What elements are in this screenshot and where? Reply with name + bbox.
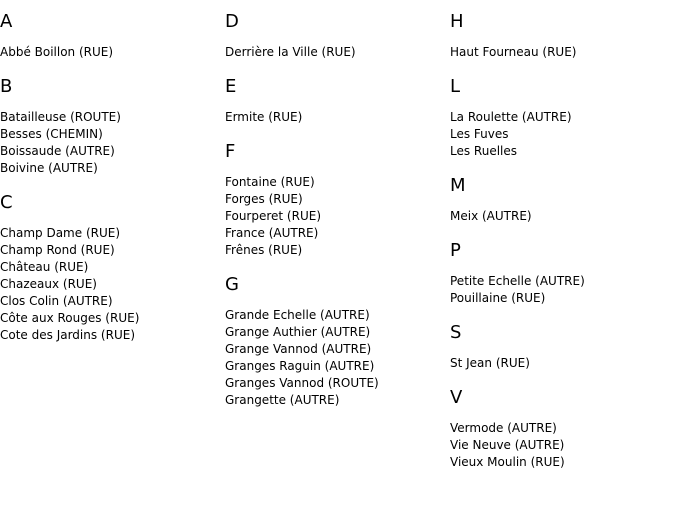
- street-item[interactable]: Les Ruelles: [450, 144, 518, 158]
- street-list: [450, 273, 670, 307]
- street-list: [225, 174, 445, 259]
- street-item[interactable]: Batailleuse (ROUTE): [0, 110, 121, 124]
- street-list: [0, 109, 220, 177]
- street-list: [450, 420, 670, 471]
- letter-heading: F: [225, 141, 236, 162]
- street-item[interactable]: Vieux Moulin (RUE): [450, 455, 565, 469]
- street-item[interactable]: Derrière la Ville (RUE): [225, 45, 356, 59]
- street-item[interactable]: Pouillaine (RUE): [450, 291, 546, 305]
- street-item[interactable]: Grangette (AUTRE): [225, 393, 340, 407]
- letter-group-s: [450, 323, 670, 372]
- street-item[interactable]: Cote des Jardins (RUE): [0, 328, 135, 342]
- letter-heading: C: [0, 192, 13, 213]
- street-item[interactable]: Côte aux Rouges (RUE): [0, 311, 140, 325]
- street-item[interactable]: Champ Dame (RUE): [0, 226, 121, 240]
- street-item[interactable]: St Jean (RUE): [450, 356, 530, 370]
- street-item[interactable]: Boivine (AUTRE): [0, 161, 98, 175]
- street-list: [450, 208, 670, 225]
- street-list: [450, 44, 670, 61]
- letter-heading: L: [450, 76, 461, 97]
- street-item[interactable]: Meix (AUTRE): [450, 209, 532, 223]
- street-item[interactable]: Boissaude (AUTRE): [0, 144, 115, 158]
- street-item[interactable]: Ermite (RUE): [225, 110, 303, 124]
- street-item[interactable]: Grange Vannod (AUTRE): [225, 342, 372, 356]
- street-list: [0, 44, 220, 61]
- letter-heading: S: [450, 322, 462, 343]
- letter-group-b: [0, 77, 220, 177]
- letter-heading: D: [225, 11, 239, 32]
- letter-heading: V: [450, 387, 463, 408]
- letter-group-a: [0, 12, 220, 61]
- letter-group-m: [450, 176, 670, 225]
- letter-group-h: [450, 12, 670, 61]
- street-item[interactable]: Fontaine (RUE): [225, 175, 315, 189]
- letter-group-e: [225, 77, 445, 126]
- letter-heading: A: [0, 11, 13, 32]
- street-column-3: [450, 12, 670, 487]
- street-item[interactable]: Frênes (RUE): [225, 243, 303, 257]
- letter-heading: B: [0, 76, 13, 97]
- street-column-2: [225, 12, 445, 425]
- street-list: [225, 307, 445, 409]
- street-item[interactable]: Haut Fourneau (RUE): [450, 45, 577, 59]
- letter-group-d: [225, 12, 445, 61]
- street-item[interactable]: Grange Authier (AUTRE): [225, 325, 371, 339]
- letter-group-c: [0, 193, 220, 344]
- street-item[interactable]: Les Fuves: [450, 127, 509, 141]
- letter-heading: P: [450, 240, 461, 261]
- street-item[interactable]: Granges Raguin (AUTRE): [225, 359, 375, 373]
- letter-heading: H: [450, 11, 464, 32]
- street-item[interactable]: Besses (CHEMIN): [0, 127, 103, 141]
- street-item[interactable]: Vermode (AUTRE): [450, 421, 557, 435]
- street-list: [0, 225, 220, 344]
- letter-group-p: [450, 241, 670, 307]
- letter-group-f: [225, 142, 445, 259]
- street-item[interactable]: Clos Colin (AUTRE): [0, 294, 113, 308]
- street-list: [450, 355, 670, 372]
- letter-heading: G: [225, 274, 239, 295]
- street-list: [450, 109, 670, 160]
- street-list: [225, 109, 445, 126]
- street-item[interactable]: Granges Vannod (ROUTE): [225, 376, 379, 390]
- street-item[interactable]: Champ Rond (RUE): [0, 243, 115, 257]
- street-item[interactable]: Fourperet (RUE): [225, 209, 321, 223]
- letter-group-l: [450, 77, 670, 160]
- street-item[interactable]: Chazeaux (RUE): [0, 277, 97, 291]
- letter-heading: M: [450, 175, 466, 196]
- street-item[interactable]: Forges (RUE): [225, 192, 303, 206]
- street-column-1: [0, 12, 220, 360]
- street-list: [225, 44, 445, 61]
- street-item[interactable]: Abbé Boillon (RUE): [0, 45, 114, 59]
- street-item[interactable]: Grande Echelle (AUTRE): [225, 308, 370, 322]
- street-item[interactable]: Château (RUE): [0, 260, 89, 274]
- street-item[interactable]: La Roulette (AUTRE): [450, 110, 572, 124]
- street-item[interactable]: Petite Echelle (AUTRE): [450, 274, 585, 288]
- letter-group-v: [450, 388, 670, 471]
- street-item[interactable]: France (AUTRE): [225, 226, 319, 240]
- street-item[interactable]: Vie Neuve (AUTRE): [450, 438, 565, 452]
- letter-group-g: [225, 275, 445, 409]
- letter-heading: E: [225, 76, 237, 97]
